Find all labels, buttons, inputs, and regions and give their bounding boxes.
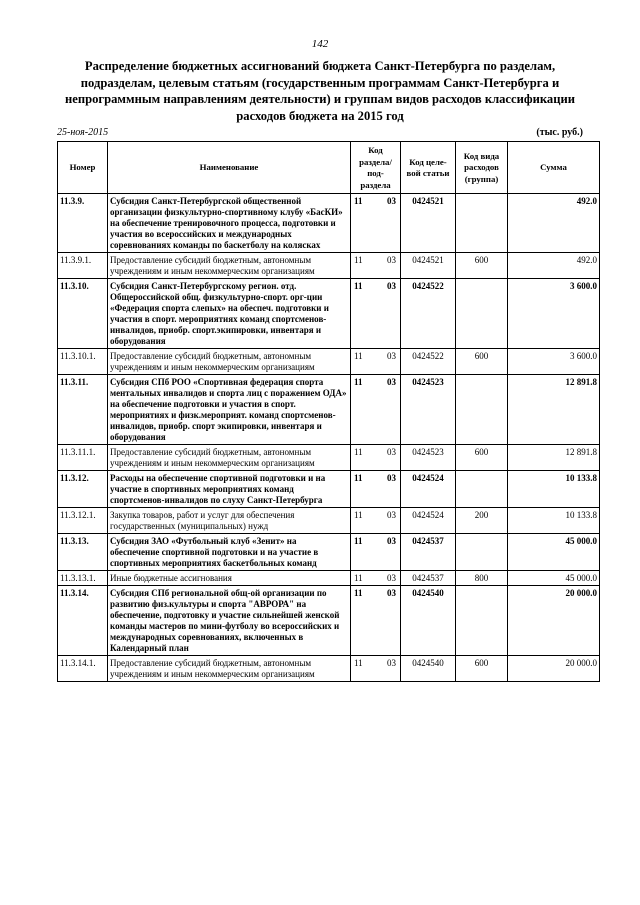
row-sum: 492.0 <box>508 253 600 279</box>
row-section-code <box>351 571 401 586</box>
header-expense-type: Код вида расходов (группа) <box>456 142 508 194</box>
row-number: 11.3.9. <box>58 194 108 253</box>
row-section-code <box>351 508 401 534</box>
row-target-code: 0424523 <box>401 375 456 445</box>
row-sum: 12 891.8 <box>508 375 600 445</box>
row-name: Предоставление субсидий бюджетным, автономным учреждениям и иным некоммерческим организациям <box>108 253 351 279</box>
subsection-code: 03 <box>387 473 396 483</box>
row-target-code: 0424537 <box>401 534 456 571</box>
table-row <box>58 508 600 534</box>
table-row <box>58 656 600 682</box>
section-code: 11 <box>354 196 363 206</box>
table-row <box>58 349 600 375</box>
row-number: 11.3.14.1. <box>58 656 108 682</box>
header-sum: Сумма <box>508 142 600 194</box>
table-row <box>58 471 600 508</box>
row-section-code <box>351 253 401 279</box>
row-name: Закупка товаров, работ и услуг для обеспечения государственных (муниципальных) нужд <box>108 508 351 534</box>
table-row <box>58 253 600 279</box>
row-sum: 12 891.8 <box>508 445 600 471</box>
row-section-code <box>351 375 401 445</box>
row-expense-type <box>456 586 508 656</box>
row-number: 11.3.13. <box>58 534 108 571</box>
row-section-code <box>351 656 401 682</box>
subsection-code: 03 <box>387 588 396 598</box>
subsection-code: 03 <box>387 510 396 520</box>
row-number: 11.3.11.1. <box>58 445 108 471</box>
row-expense-type: 600 <box>456 253 508 279</box>
row-target-code: 0424522 <box>401 279 456 349</box>
row-expense-type <box>456 534 508 571</box>
row-section-code <box>351 534 401 571</box>
row-sum: 20 000.0 <box>508 586 600 656</box>
row-sum: 3 600.0 <box>508 349 600 375</box>
subsection-code: 03 <box>387 281 396 291</box>
row-target-code: 0424521 <box>401 194 456 253</box>
row-name: Субсидия ЗАО «Футбольный клуб «Зенит» на обеспечение спортивной подготовки и на участие в спортивных мероприятиях баскетбольных команд <box>108 534 351 571</box>
row-target-code: 0424524 <box>401 508 456 534</box>
row-expense-type <box>456 194 508 253</box>
currency-unit: (тыс. руб.) <box>536 127 583 138</box>
page-number: 142 <box>311 38 329 50</box>
table-row <box>58 586 600 656</box>
subsection-code: 03 <box>387 377 396 387</box>
row-target-code: 0424521 <box>401 253 456 279</box>
table-row <box>58 194 600 253</box>
row-name: Расходы на обеспечение спортивной подготовки и на участие в спортивных мероприятиях команд спортсменов-инвалидов по слуху Санкт-Петербурга <box>108 471 351 508</box>
row-number: 11.3.10. <box>58 279 108 349</box>
document-title: Распределение бюджетных ассигнований бюджета Санкт-Петербурга по разделам, подразделам, целевым статьям (государственным программам Санкт-Петербурга и непрограммным направлениям деятельности) и группам видов расходов классификации расходов бюджета на 2015 год <box>65 59 575 123</box>
row-target-code: 0424537 <box>401 571 456 586</box>
row-expense-type <box>456 471 508 508</box>
row-name: Иные бюджетные ассигнования <box>108 571 351 586</box>
subsection-code: 03 <box>387 255 396 265</box>
document-date: 25-ноя-2015 <box>57 127 109 138</box>
section-code: 11 <box>354 473 363 483</box>
row-number: 11.3.13.1. <box>58 571 108 586</box>
row-sum: 10 133.8 <box>508 471 600 508</box>
row-name: Субсидия СПб РОО «Спортивная федерация спорта ментальных инвалидов и спорта лиц с поражением ОДА» на обеспечение подготовки и участия в спорт. мероприятиях и физк.мероприят. команд спортсменов-инвалидов, приобр. спорт экипировки, инвентаря и оборудования <box>108 375 351 445</box>
row-name: Предоставление субсидий бюджетным, автономным учреждениям и иным некоммерческим организациям <box>108 656 351 682</box>
row-name: Субсидия СПб региональной общ-ой организации по развитию физ.культуры и спорта "АВРОРА" на обеспечение, подготовку и участие сильнейшей женской команды мастеров по мини-футболу во всероссийских и международных соревнованиях, включенных в Календарный план <box>108 586 351 656</box>
section-code: 11 <box>354 510 363 520</box>
section-code: 11 <box>354 377 363 387</box>
section-code: 11 <box>354 447 363 457</box>
section-code: 11 <box>354 536 363 546</box>
row-expense-type: 600 <box>456 445 508 471</box>
row-sum: 20 000.0 <box>508 656 600 682</box>
row-name: Субсидия Санкт-Петербургской общественной организации физкультурно-спортивному клубу «БасКИ» на обеспечение тренировочного процесса, подготовки и участия во всероссийских и международных соревнованиях команды по баскетболу на колясках <box>108 194 351 253</box>
row-number: 11.3.14. <box>58 586 108 656</box>
row-sum: 492.0 <box>508 194 600 253</box>
section-code: 11 <box>354 351 363 361</box>
section-code: 11 <box>354 573 363 583</box>
subsection-code: 03 <box>387 536 396 546</box>
row-target-code: 0424522 <box>401 349 456 375</box>
row-expense-type: 600 <box>456 349 508 375</box>
header-number: Номер <box>58 142 108 194</box>
row-section-code <box>351 471 401 508</box>
table-row <box>58 571 600 586</box>
table-row <box>58 279 600 349</box>
row-section-code <box>351 194 401 253</box>
header-target: Код целе-вой статьи <box>401 142 456 194</box>
row-sum: 3 600.0 <box>508 279 600 349</box>
subsection-code: 03 <box>387 351 396 361</box>
row-target-code: 0424540 <box>401 656 456 682</box>
table-row <box>58 534 600 571</box>
section-code: 11 <box>354 255 363 265</box>
row-expense-type: 200 <box>456 508 508 534</box>
row-target-code: 0424523 <box>401 445 456 471</box>
subsection-code: 03 <box>387 196 396 206</box>
row-number: 11.3.12. <box>58 471 108 508</box>
row-name: Предоставление субсидий бюджетным, автономным учреждениям и иным некоммерческим организациям <box>108 445 351 471</box>
row-name: Субсидия Санкт-Петербургскому регион. отд. Общероссийской общ. физкультурно-спорт. орг-ции «Федерация спорта слепых» на обеспеч. подготовки и участия в спорт. мероприятиях команд спортсменов-инвалидов, приобр. спорт.экипировки, инвентаря и оборудования <box>108 279 351 349</box>
header-name: Наименование <box>108 142 351 194</box>
row-expense-type: 600 <box>456 656 508 682</box>
row-name: Предоставление субсидий бюджетным, автономным учреждениям и иным некоммерческим организациям <box>108 349 351 375</box>
table-row <box>58 375 600 445</box>
row-section-code <box>351 279 401 349</box>
header-section: Код раздела/ под-раздела <box>351 142 401 194</box>
section-code: 11 <box>354 281 363 291</box>
row-sum: 45 000.0 <box>508 534 600 571</box>
subsection-code: 03 <box>387 573 396 583</box>
table-row <box>58 445 600 471</box>
row-number: 11.3.12.1. <box>58 508 108 534</box>
table-header-row <box>58 142 600 194</box>
row-expense-type <box>456 375 508 445</box>
row-section-code <box>351 445 401 471</box>
row-number: 11.3.10.1. <box>58 349 108 375</box>
row-section-code <box>351 586 401 656</box>
row-expense-type: 800 <box>456 571 508 586</box>
row-number: 11.3.11. <box>58 375 108 445</box>
budget-table <box>57 141 600 682</box>
row-sum: 45 000.0 <box>508 571 600 586</box>
subsection-code: 03 <box>387 658 396 668</box>
row-sum: 10 133.8 <box>508 508 600 534</box>
subsection-code: 03 <box>387 447 396 457</box>
row-expense-type <box>456 279 508 349</box>
row-target-code: 0424524 <box>401 471 456 508</box>
section-code: 11 <box>354 588 363 598</box>
section-code: 11 <box>354 658 363 668</box>
row-target-code: 0424540 <box>401 586 456 656</box>
row-section-code <box>351 349 401 375</box>
row-number: 11.3.9.1. <box>58 253 108 279</box>
